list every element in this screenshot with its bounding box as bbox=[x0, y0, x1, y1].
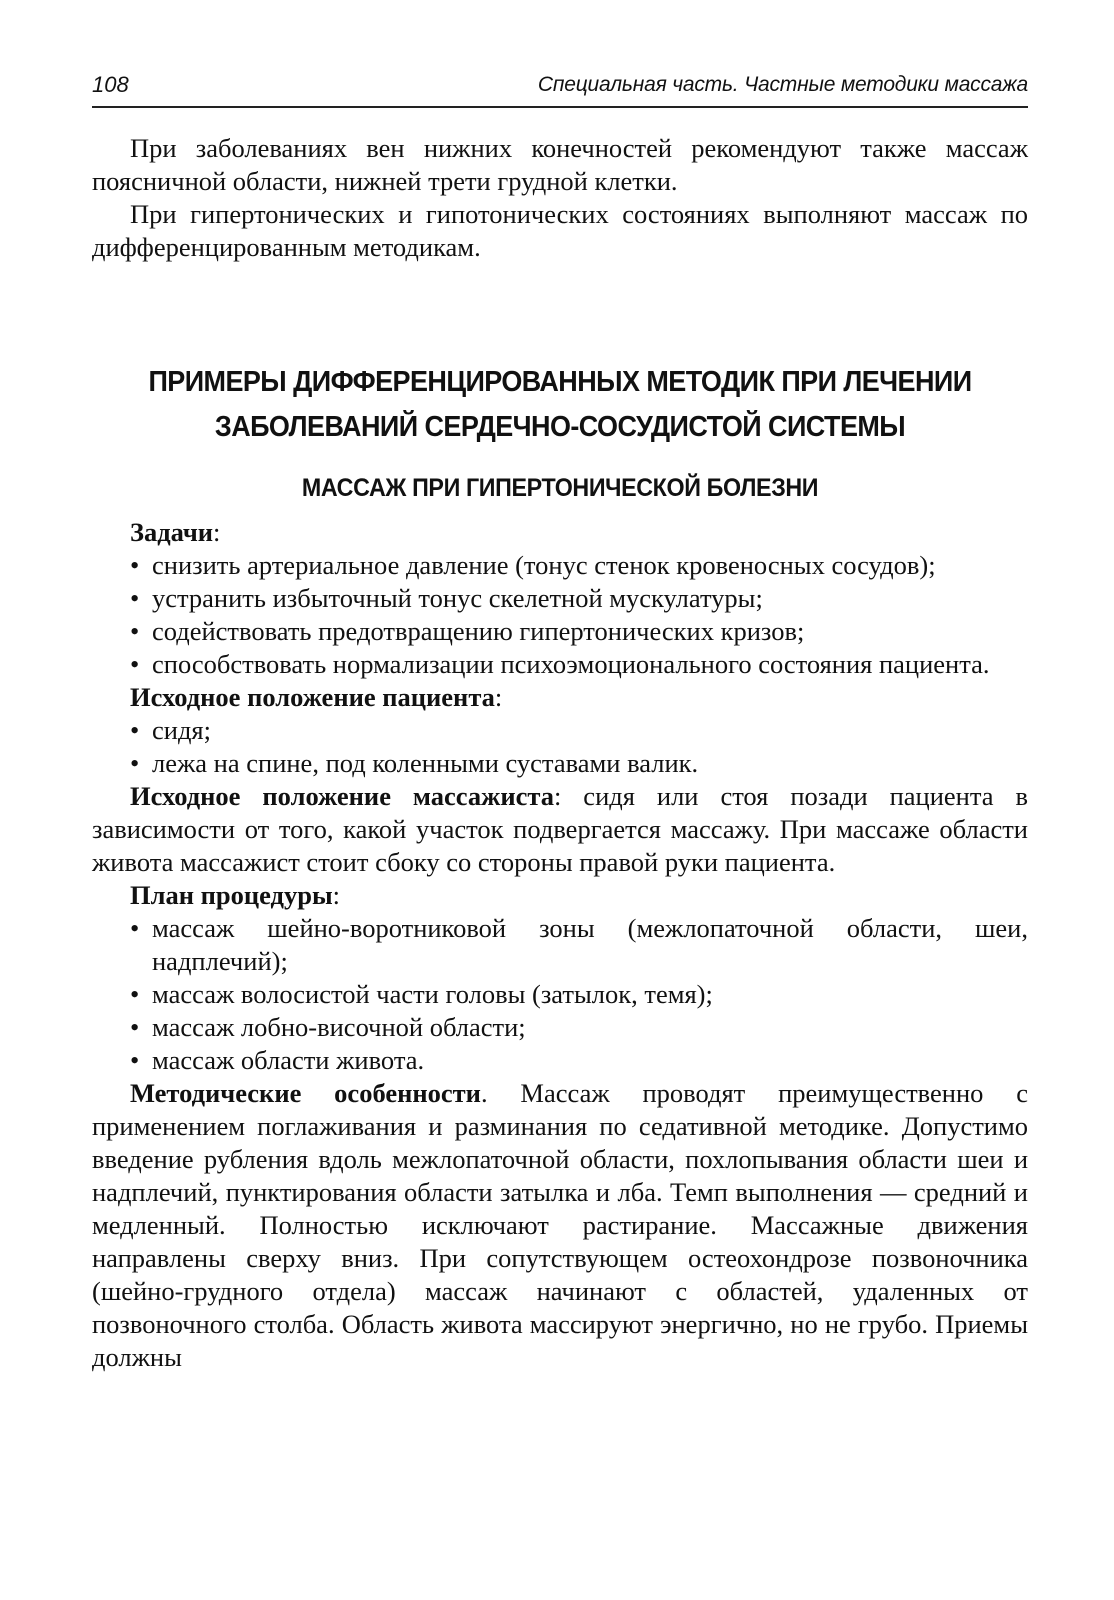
list-item: • устранить избыточный тонус скелетной мускулатуры; bbox=[130, 582, 1028, 615]
section-title-line-2: ЗАБОЛЕВАНИЙ СЕРДЕЧНО-СОСУДИСТОЙ СИСТЕМЫ bbox=[214, 411, 906, 443]
list-item: • способствовать нормализации психоэмоционального состояния пациента. bbox=[130, 648, 1028, 681]
patient-position-list bbox=[92, 714, 1028, 780]
section-title-line-1: ПРИМЕРЫ ДИФФЕРЕНЦИРОВАННЫХ МЕТОДИК ПРИ ЛЕЧЕНИИ bbox=[148, 366, 972, 398]
list-item: • сидя; bbox=[130, 714, 1028, 747]
list-item: • массаж шейно-воротниковой зоны (межлопаточной области, шеи, надплечий); bbox=[130, 912, 1028, 978]
method-label: Методические особенности bbox=[130, 1078, 481, 1108]
tasks-label-text: Задачи bbox=[130, 517, 214, 547]
list-item: • массаж области живота. bbox=[130, 1044, 1028, 1077]
patient-position-label bbox=[92, 681, 1028, 714]
page-number: 108 bbox=[92, 72, 129, 97]
tasks-label bbox=[92, 516, 1028, 549]
plan-label-colon: : bbox=[332, 880, 341, 910]
subsection-title: МАССАЖ ПРИ ГИПЕРТОНИЧЕСКОЙ БОЛЕЗНИ bbox=[301, 474, 819, 502]
intro-paragraph-1: При заболеваниях вен нижних конечностей рекомендуют также массаж поясничной области, нижней трети грудной клетки. bbox=[92, 133, 1028, 196]
method-text: . Массаж проводят преимущественно с применением поглаживания и разминания по седативной методике. Допустимо введение рубления вдоль межлопаточной области, похлопывания области шеи и надплечий, пунктирования области затылка и лба. Темп выполнения — средний и медленный. Полностью исключают растирание. Массажные движения направлены сверху вниз. При сопутствующем остеохондрозе позвоночника (шейно-грудного отдела) массаж начинают с областей, удаленных от позвоночного столба. Область живота массируют энергично, но не грубо. Приемы должны bbox=[92, 1078, 1028, 1372]
therapist-position-label: Исходное положение массажиста bbox=[130, 781, 554, 811]
list-item: • содействовать предотвращению гипертонических кризов; bbox=[130, 615, 1028, 648]
list-item: • лежа на спине, под коленными суставами валик. bbox=[130, 747, 1028, 780]
plan-list bbox=[92, 912, 1028, 1077]
intro-paragraph-2: При гипертонических и гипотонических состояниях выполняют массаж по дифференцированным методикам. bbox=[92, 199, 1028, 262]
therapist-position-paragraph bbox=[92, 780, 1028, 879]
patient-position-label-colon: : bbox=[494, 682, 503, 712]
tasks-list bbox=[92, 549, 1028, 681]
section-spacer bbox=[92, 264, 1028, 360]
running-head: Специальная часть. Частные методики массажа bbox=[537, 73, 1028, 96]
list-item: • снизить артериальное давление (тонус стенок кровеносных сосудов); bbox=[130, 549, 1028, 582]
page-content bbox=[92, 132, 1028, 1374]
tasks-label-colon: : bbox=[213, 517, 221, 547]
method-paragraph bbox=[92, 1077, 1028, 1374]
patient-position-label-text: Исходное положение пациента bbox=[130, 682, 495, 712]
plan-label bbox=[92, 879, 1028, 912]
list-item: • массаж волосистой части головы (затылок, темя); bbox=[130, 978, 1028, 1011]
page-header bbox=[92, 72, 1028, 108]
plan-label-text: План процедуры bbox=[130, 880, 333, 910]
section-title bbox=[125, 360, 995, 450]
therapist-position-text: : сидя или стоя позади пациента в зависимости от того, какой участок подвергается массажу. При массаже области живота массажист стоит сбоку со стороны правой руки пациента. bbox=[92, 781, 1029, 877]
list-item: • массаж лобно-височной области; bbox=[130, 1011, 1028, 1044]
